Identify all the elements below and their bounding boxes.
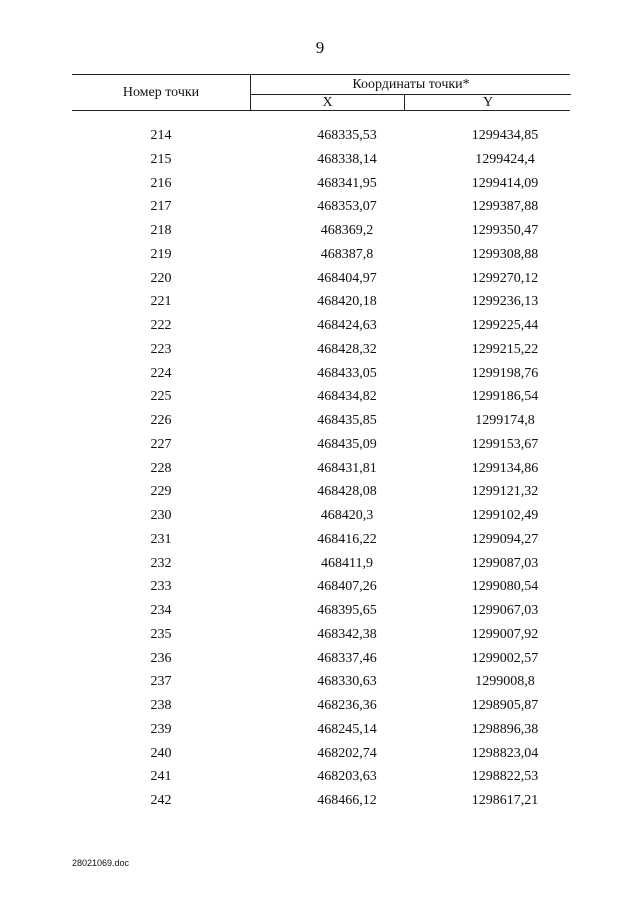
point-number-cell: 238 (150, 698, 172, 713)
table-row (72, 649, 570, 673)
point-number-cell: 217 (150, 199, 172, 215)
point-number-cell: 232 (150, 555, 172, 571)
point-number-cell: 242 (150, 793, 172, 808)
table-header (72, 74, 570, 111)
point-number-cell: 222 (150, 318, 172, 333)
point-number-cell: 230 (150, 508, 172, 523)
y-coordinate-cell: 1299067,03 (471, 603, 539, 618)
x-coordinate-cell: 468330,63 (317, 674, 377, 690)
point-number-cell: 231 (150, 531, 172, 547)
table-row (72, 364, 570, 388)
table-row (72, 197, 570, 221)
header-subcolumns (251, 94, 571, 110)
y-coordinate-cell: 1299102,49 (471, 508, 539, 523)
y-coordinate-cell: 1299134,86 (471, 460, 539, 476)
y-coordinate-cell: 1299007,92 (471, 626, 539, 642)
point-number-cell: 221 (150, 294, 172, 310)
y-coordinate-cell: 1299094,27 (471, 531, 539, 547)
point-number-cell: 225 (150, 389, 172, 405)
y-coordinate-cell: 1299186,54 (471, 389, 539, 405)
point-number-cell: 235 (150, 626, 172, 642)
y-coordinate-cell: 1299087,03 (471, 555, 539, 571)
x-coordinate-cell: 468342,38 (317, 626, 377, 642)
x-coordinate-cell: 468420,3 (320, 508, 374, 523)
x-coordinate-cell: 468203,63 (317, 769, 377, 785)
point-number-cell: 226 (150, 413, 172, 428)
y-coordinate-cell: 1298823,04 (471, 745, 539, 761)
point-number-cell: 219 (150, 246, 172, 262)
x-coordinate-cell: 468428,08 (317, 484, 377, 500)
y-coordinate-cell: 1299308,88 (471, 246, 539, 262)
x-coordinate-cell: 468341,95 (317, 175, 377, 191)
table-row (72, 530, 570, 554)
y-coordinate-cell: 1299236,13 (471, 294, 539, 310)
x-coordinate-cell: 468236,36 (317, 698, 377, 713)
table-row (72, 435, 570, 459)
table-row (72, 221, 570, 245)
table-row (72, 316, 570, 340)
table-row (72, 720, 570, 744)
x-coordinate-cell: 468433,05 (317, 365, 377, 381)
table-body (72, 126, 570, 815)
y-coordinate-cell: 1299174,8 (475, 413, 535, 428)
y-coordinate-cell: 1298905,87 (471, 698, 539, 713)
file-name-footer: 28021069.doc (72, 858, 130, 868)
x-coordinate-cell: 468337,46 (317, 650, 377, 666)
table-row (72, 126, 570, 150)
y-coordinate-cell: 1298822,53 (471, 769, 539, 785)
table-row (72, 767, 570, 791)
table-row (72, 554, 570, 578)
table-row (72, 292, 570, 316)
table-row (72, 672, 570, 696)
x-coordinate-cell: 468424,63 (317, 318, 377, 333)
page-number: 9 (315, 38, 325, 57)
header-x: X (251, 95, 405, 111)
x-coordinate-cell: 468369,2 (320, 223, 374, 238)
y-coordinate-cell: 1299387,88 (471, 199, 539, 215)
x-coordinate-cell: 468435,85 (317, 413, 377, 428)
header-y: Y (482, 95, 494, 110)
y-coordinate-cell: 1299080,54 (471, 579, 539, 595)
x-coordinate-cell: 468431,81 (317, 460, 377, 476)
x-coordinate-cell: 468353,07 (317, 199, 377, 215)
table-row (72, 340, 570, 364)
y-coordinate-cell: 1299350,47 (471, 223, 539, 238)
y-coordinate-cell: 1299198,76 (471, 365, 539, 381)
header-point-number: Номер точки (122, 84, 200, 100)
y-coordinate-cell: 1299424,4 (475, 151, 535, 167)
point-number-cell: 224 (150, 365, 172, 381)
table-row (72, 696, 570, 720)
y-coordinate-cell: 1299414,09 (471, 175, 539, 191)
y-coordinate-cell: 1299215,22 (471, 341, 539, 357)
table-row (72, 625, 570, 649)
point-number-cell: 239 (150, 721, 172, 737)
x-coordinate-cell: 468338,14 (317, 151, 377, 167)
point-number-cell: 223 (150, 341, 172, 357)
point-number-cell: 234 (150, 603, 172, 618)
y-coordinate-cell: 1299225,44 (471, 318, 539, 333)
table-row (72, 459, 570, 483)
point-number-cell: 215 (150, 151, 172, 167)
x-coordinate-cell: 468335,53 (317, 128, 377, 143)
header-coordinates: Координаты точки* (352, 77, 470, 92)
x-coordinate-cell: 468435,09 (317, 436, 377, 452)
table-row (72, 269, 570, 293)
table-row (72, 411, 570, 435)
x-coordinate-cell: 468395,65 (317, 603, 377, 618)
x-coordinate-cell: 468245,14 (317, 721, 377, 737)
x-coordinate-cell: 468407,26 (317, 579, 377, 595)
x-coordinate-cell: 468404,97 (317, 270, 377, 286)
point-number-cell: 220 (150, 270, 172, 286)
point-number-cell: 218 (150, 223, 172, 238)
point-number-cell: 229 (150, 484, 172, 500)
point-number-cell: 236 (150, 650, 172, 666)
y-coordinate-cell: 1298896,38 (471, 721, 539, 737)
y-coordinate-cell: 1299121,32 (471, 484, 539, 500)
point-number-cell: 237 (150, 674, 172, 690)
y-coordinate-cell: 1298617,21 (471, 793, 539, 808)
x-coordinate-cell: 468416,22 (317, 531, 377, 547)
table-row (72, 245, 570, 269)
point-number-cell: 228 (150, 460, 172, 476)
y-coordinate-cell: 1299153,67 (471, 436, 539, 452)
table-row (72, 791, 570, 815)
x-coordinate-cell: 468411,9 (321, 555, 373, 571)
point-number-cell: 227 (150, 436, 172, 452)
table-row (72, 577, 570, 601)
y-coordinate-cell: 1299008,8 (475, 674, 535, 690)
x-coordinate-cell: 468466,12 (317, 793, 377, 808)
table-row (72, 150, 570, 174)
point-number-cell: 216 (150, 175, 172, 191)
table-row (72, 506, 570, 530)
point-number-cell: 241 (150, 769, 172, 785)
table-row (72, 387, 570, 411)
x-coordinate-cell: 468420,18 (317, 294, 377, 310)
x-coordinate-cell: 468434,82 (317, 389, 377, 405)
table-row (72, 601, 570, 625)
header-coordinates-group (250, 75, 570, 110)
y-coordinate-cell: 1299002,57 (471, 650, 539, 666)
y-coordinate-cell: 1299270,12 (471, 270, 539, 286)
x-coordinate-cell: 468202,74 (317, 745, 377, 761)
table-row (72, 174, 570, 198)
point-number-cell: 233 (150, 579, 172, 595)
x-coordinate-cell: 468428,32 (317, 341, 377, 357)
table-row (72, 482, 570, 506)
table-row (72, 744, 570, 768)
y-coordinate-cell: 1299434,85 (471, 128, 539, 143)
point-number-cell: 240 (150, 745, 172, 761)
x-coordinate-cell: 468387,8 (320, 246, 374, 262)
point-number-cell: 214 (150, 128, 172, 143)
